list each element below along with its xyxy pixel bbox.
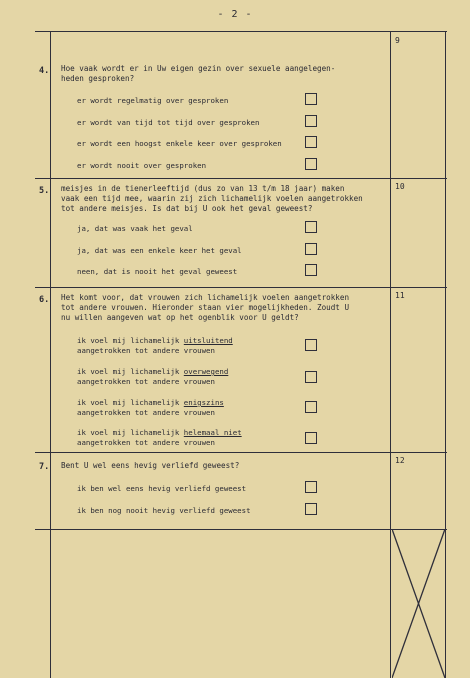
answer-checkbox[interactable] bbox=[305, 371, 317, 383]
answer-checkbox[interactable] bbox=[305, 481, 317, 493]
crossed-out-box bbox=[392, 529, 445, 678]
answer-checkbox[interactable] bbox=[305, 401, 317, 413]
emphasis-word: enigszins bbox=[183, 398, 224, 407]
question-number: 7. bbox=[39, 462, 50, 472]
answer-option: er wordt een hoogst enkele keer over gesproken bbox=[77, 139, 282, 148]
answer-code: 10 bbox=[395, 182, 405, 191]
left-margin-rule bbox=[50, 32, 51, 678]
answer-checkbox[interactable] bbox=[305, 136, 317, 148]
answer-option: ik voel mij lichamelijk enigszins aangetrokken tot andere vrouwen bbox=[77, 398, 224, 417]
answer-option: er wordt nooit over gesproken bbox=[77, 161, 207, 170]
question-number: 5. bbox=[39, 186, 50, 196]
answer-code: 9 bbox=[395, 36, 400, 45]
answer-option: ik ben nog nooit hevig verliefd geweest bbox=[77, 506, 251, 515]
answer-option: ik voel mij lichamelijk overwegend aangetrokken tot andere vrouwen bbox=[77, 367, 229, 386]
section-divider bbox=[35, 287, 447, 288]
questionnaire-form bbox=[35, 31, 447, 678]
answer-option: er wordt regelmatig over gesproken bbox=[77, 96, 229, 105]
answer-checkbox[interactable] bbox=[305, 503, 317, 515]
answer-checkbox[interactable] bbox=[305, 243, 317, 255]
answer-checkbox[interactable] bbox=[305, 221, 317, 233]
answer-option: ik voel mij lichamelijk helemaal niet aangetrokken tot andere vrouwen bbox=[77, 428, 242, 447]
answer-checkbox[interactable] bbox=[305, 93, 317, 105]
question-text: Hoe vaak wordt er in Uw eigen gezin over sexuele aangelegen- heden gesproken? bbox=[61, 64, 336, 83]
answer-option: neen, dat is nooit het geval geweest bbox=[77, 267, 238, 276]
answer-option: ja, dat was een enkele keer het geval bbox=[77, 246, 242, 255]
emphasis-word: helemaal niet bbox=[183, 428, 242, 437]
answer-checkbox[interactable] bbox=[305, 264, 317, 276]
answer-option: ik voel mij lichamelijk uitsluitend aangetrokken tot andere vrouwen bbox=[77, 336, 233, 355]
question-text: meisjes in de tienerleeftijd (dus zo van 13 t/m 18 jaar) maken vaak een tijd mee, waarin zij zich lichamelijk voelen aangetrokken tot andere meisjes. Is dat bij U ook het geval geweest? bbox=[61, 184, 363, 213]
question-text: Het komt voor, dat vrouwen zich lichamelijk voelen aangetrokken tot andere vrouwen. Hieronder staan vier mogelijkheden. Zoudt U nu willen aangeven wat op het ogenblik voor U geldt? bbox=[61, 293, 350, 322]
section-divider bbox=[35, 178, 447, 179]
answer-checkbox[interactable] bbox=[305, 115, 317, 127]
code-column-rule bbox=[390, 32, 391, 678]
answer-code: 12 bbox=[395, 456, 405, 465]
emphasis-word: uitsluitend bbox=[183, 336, 233, 345]
page-number: - 2 - bbox=[217, 9, 253, 20]
answer-checkbox[interactable] bbox=[305, 339, 317, 351]
answer-option: ik ben wel eens hevig verliefd geweest bbox=[77, 484, 247, 493]
right-border-rule bbox=[445, 32, 446, 678]
answer-checkbox[interactable] bbox=[305, 432, 317, 444]
answer-code: 11 bbox=[395, 291, 405, 300]
section-divider bbox=[35, 529, 447, 530]
question-text: Bent U wel eens hevig verliefd geweest? bbox=[61, 461, 240, 470]
emphasis-word: overwegend bbox=[183, 367, 229, 376]
answer-option: ja, dat was vaak het geval bbox=[77, 224, 193, 233]
question-number: 6. bbox=[39, 295, 50, 305]
answer-option: er wordt van tijd tot tijd over gesproken bbox=[77, 118, 260, 127]
question-number: 4. bbox=[39, 66, 50, 76]
section-divider bbox=[35, 452, 447, 453]
answer-checkbox[interactable] bbox=[305, 158, 317, 170]
